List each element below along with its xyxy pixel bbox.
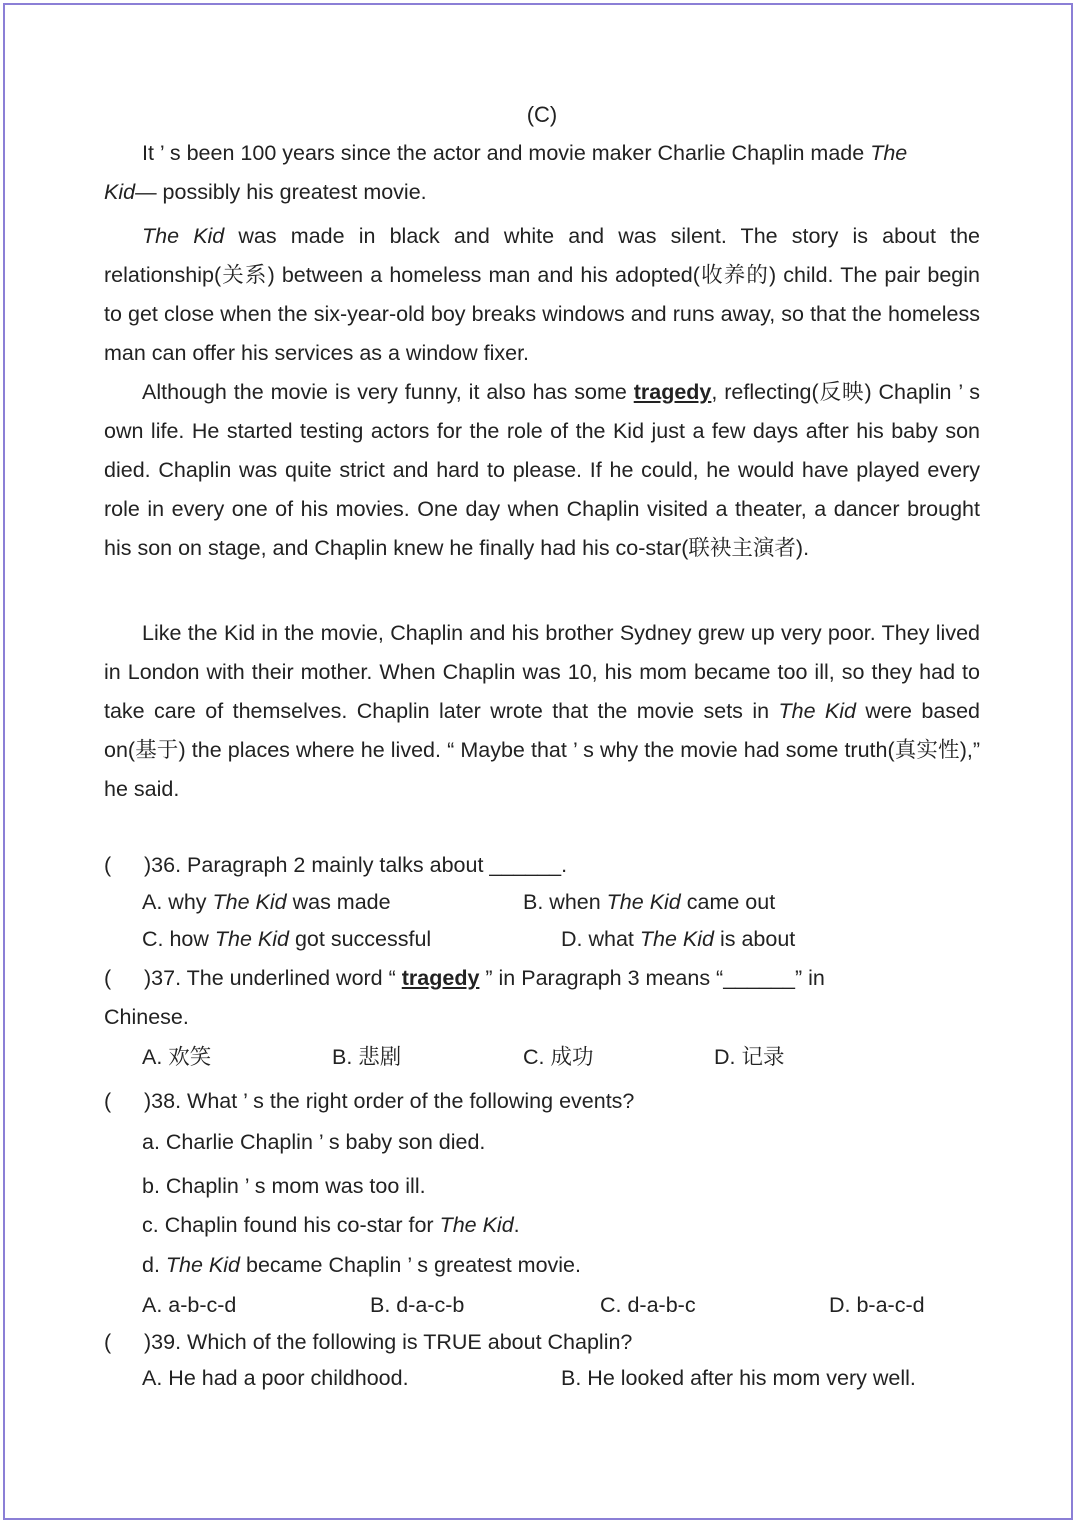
question-38-event-b: b. Chaplin ’ s mom was too ill. <box>142 1174 426 1198</box>
question-38-event-a: a. Charlie Chaplin ’ s baby son died. <box>142 1130 486 1154</box>
question-39-option-b[interactable]: B. He looked after his mom very well. <box>561 1366 916 1390</box>
underlined-word-tragedy: tragedy <box>633 380 712 404</box>
question-38-event-c: c. Chaplin found his co-star for The Kid. <box>142 1213 520 1237</box>
paragraph-4: Like the Kid in the movie, Chaplin and his brother Sydney grew up very poor. They lived in London with their mother. When Chaplin was 10, his mom became too ill, so they had to take care of themselves. Chaplin later wrote that the movie sets in The Kid were based on(基于) the places where he lived. “ Maybe that ’ s why the movie had some truth(真实性),” he said. <box>104 621 980 801</box>
question-38-option-a[interactable]: A. a-b-c-d <box>142 1293 237 1317</box>
question-37-option-a[interactable]: A. 欢笑 <box>142 1045 212 1069</box>
question-36-option-c[interactable]: C. how The Kid got successful <box>142 927 432 951</box>
question-37-underlined-word: tragedy <box>401 966 480 990</box>
question-37-option-c[interactable]: C. 成功 <box>523 1045 594 1069</box>
question-37-option-d[interactable]: D. 记录 <box>714 1045 785 1069</box>
question-36-option-d[interactable]: D. what The Kid is about <box>561 927 796 951</box>
question-38-option-c[interactable]: C. d-a-b-c <box>600 1293 696 1317</box>
paragraph-3: Although the movie is very funny, it also has some tragedy, reflecting(反映) Chaplin ’ s own life. He started testing actors for the role of the Kid just a few days after his baby son died. Chaplin was quite strict and hard to please. If he could, he would have played every role in every one of his movies. One day when Chaplin visited a theater, a dancer brought his son on stage, and Chaplin knew he finally had his co-star(联袂主演者). <box>104 380 980 560</box>
question-37-stem-continued: Chinese. <box>104 1005 189 1029</box>
question-36-stem: ( )36. Paragraph 2 mainly talks about ______. <box>104 853 568 877</box>
question-38-stem: ( )38. What ’ s the right order of the following events? <box>104 1089 635 1113</box>
question-39-option-a[interactable]: A. He had a poor childhood. <box>142 1366 409 1390</box>
section-title: (C) <box>526 102 558 127</box>
paragraph-1: It ’ s been 100 years since the actor and movie maker Charlie Chaplin made The Kid— possibly his greatest movie. <box>104 141 908 204</box>
paragraph-2: The Kid was made in black and white and was silent. The story is about the relationship(关系) between a homeless man and his adopted(收养的) child. The pair begin to get close when the six-year-old boy breaks windows and runs away, so that the homeless man can offer his services as a window fixer. <box>104 224 980 365</box>
question-38-option-b[interactable]: B. d-a-c-b <box>370 1293 465 1317</box>
question-38-event-d: d. The Kid became Chaplin ’ s greatest movie. <box>142 1253 581 1277</box>
question-37-stem: ( )37. The underlined word “ tragedy ” in Paragraph 3 means “______” in <box>104 966 825 990</box>
question-38-option-d[interactable]: D. b-a-c-d <box>829 1293 925 1317</box>
question-36-option-b[interactable]: B. when The Kid came out <box>523 890 776 914</box>
question-39-stem: ( )39. Which of the following is TRUE about Chaplin? <box>104 1330 633 1354</box>
question-37-option-b[interactable]: B. 悲剧 <box>332 1045 402 1069</box>
question-36-option-a[interactable]: A. why The Kid was made <box>142 890 391 914</box>
